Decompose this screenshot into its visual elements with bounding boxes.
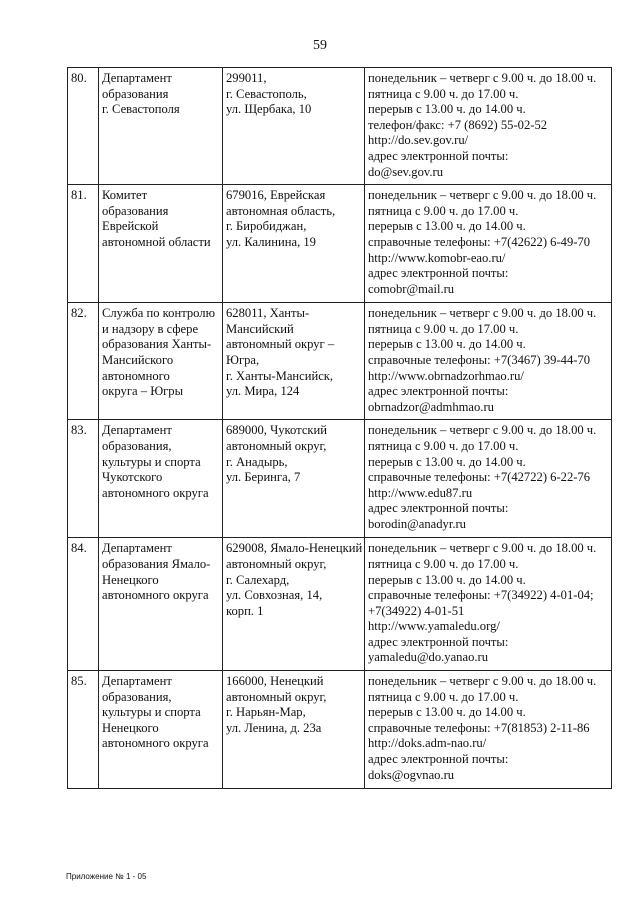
organization-name-line: Департамент: [102, 71, 172, 85]
organization-contacts-line: пятница с 9.00 ч. до 17.00 ч.: [368, 86, 519, 101]
organization-contacts-line: понедельник – четверг с 9.00 ч. до 18.00 ч.: [368, 674, 597, 689]
row-number: 85.: [68, 671, 99, 789]
organization-name-line: автономного округа: [102, 485, 209, 500]
organization-address-line: ул. Щербака, 10: [226, 102, 312, 117]
organization-contacts-line: http://doks.adm-nao.ru/: [368, 736, 487, 751]
organization-contacts-line: справочные телефоны: +7(42722) 6-22-76: [368, 470, 591, 485]
organization-name-line: Комитет: [102, 188, 148, 203]
organization-contacts-line: справочные телефоны: +7(34922) 4-01-04;: [368, 588, 594, 603]
organization-contacts: [365, 538, 612, 671]
organization-contacts-line: пятница с 9.00 ч. до 17.00 ч.: [368, 556, 519, 571]
table-row: [68, 671, 612, 789]
organization-contacts-line: перерыв с 13.00 ч. до 14.00 ч.: [368, 454, 526, 469]
organization-contacts-line: пятница с 9.00 ч. до 17.00 ч.: [368, 203, 519, 218]
organization-address-line: г. Ханты-Мансийск,: [226, 368, 334, 383]
organization-address-line: ул. Беринга, 7: [226, 470, 301, 485]
organization-name: [99, 420, 223, 538]
organization-name-line: образования: [102, 203, 169, 218]
organization-contacts-line: borodin@anadyr.ru: [368, 516, 466, 531]
organization-contacts: [365, 185, 612, 303]
organization-contacts-line: comobr@mail.ru: [368, 281, 455, 296]
organization-address-line: автономный округ –: [226, 337, 335, 352]
row-number: 80.: [68, 68, 99, 185]
organization-contacts-line: перерыв с 13.00 ч. до 14.00 ч.: [368, 102, 526, 117]
organization-address-line: 299011,: [226, 71, 267, 85]
organization-address-line: Югра,: [226, 352, 260, 367]
organization-contacts: [365, 420, 612, 538]
organization-contacts-line: obrnadzor@admhmao.ru: [368, 399, 494, 414]
table-row: [68, 303, 612, 420]
organization-address-line: г. Биробиджан,: [226, 219, 307, 234]
organization-address-line: ул. Мира, 124: [226, 384, 300, 399]
organization-name-line: Ненецкого: [102, 572, 159, 587]
organization-name-line: культуры и спорта: [102, 705, 201, 720]
organization-name-line: и надзору в сфере: [102, 321, 199, 336]
organization-contacts-line: адрес электронной почты:: [368, 752, 509, 767]
organization-address-line: автономный округ,: [226, 689, 327, 704]
organization-contacts-line: адрес электронной почты:: [368, 148, 509, 163]
organization-address-line: ул. Калинина, 19: [226, 234, 316, 249]
organization-name-line: автономного округа: [102, 736, 209, 751]
organization-contacts-line: +7(34922) 4-01-51: [368, 603, 465, 618]
organization-address-line: Мансийский: [226, 321, 294, 336]
organization-name-line: Мансийского: [102, 352, 174, 367]
table-row: [68, 420, 612, 538]
organization-address-line: г. Салехард,: [226, 572, 290, 587]
organization-name-line: автономного округа: [102, 588, 209, 603]
organization-contacts-line: адрес электронной почты:: [368, 384, 509, 399]
organization-contacts-line: перерыв с 13.00 ч. до 14.00 ч.: [368, 572, 526, 587]
organization-name-line: Чукотского: [102, 470, 163, 485]
organization-address-line: ул. Совхозная, 14,: [226, 588, 323, 603]
organization-address-line: г. Анадырь,: [226, 454, 288, 469]
organization-address: [223, 671, 365, 789]
organization-name-line: Ненецкого: [102, 720, 159, 735]
organization-contacts-line: адрес электронной почты:: [368, 501, 509, 516]
organization-contacts-line: doks@ogvnao.ru: [368, 767, 455, 782]
organization-address-line: 166000, Ненецкий: [226, 674, 324, 689]
organization-name: [99, 68, 223, 185]
organization-contacts-line: http://www.yamaledu.org/: [368, 619, 500, 634]
organization-name-line: культуры и спорта: [102, 454, 201, 469]
organization-address-line: автономная область,: [226, 203, 336, 218]
organization-name-line: Департамент: [102, 423, 172, 438]
table-row: [68, 185, 612, 303]
organization-name: [99, 303, 223, 420]
organization-contacts-line: http://do.sev.gov.ru/: [368, 133, 469, 148]
organization-address-line: 689000, Чукотский: [226, 423, 328, 438]
organization-contacts-line: перерыв с 13.00 ч. до 14.00 ч.: [368, 705, 526, 720]
organization-contacts: [365, 303, 612, 420]
table-row: [68, 68, 612, 185]
organization-address: [223, 538, 365, 671]
organization-name-line: автономной области: [102, 234, 211, 249]
registry-table: [67, 67, 612, 789]
organization-name-line: образования Ямало-: [102, 556, 211, 571]
organization-contacts-line: перерыв с 13.00 ч. до 14.00 ч.: [368, 337, 526, 352]
organization-contacts-line: понедельник – четверг с 9.00 ч. до 18.00 ч.: [368, 71, 597, 85]
organization-name-line: образования,: [102, 689, 172, 704]
organization-name-line: образования,: [102, 438, 172, 453]
organization-address-line: 679016, Еврейская: [226, 188, 326, 203]
organization-address: [223, 303, 365, 420]
organization-address-line: автономный округ,: [226, 556, 327, 571]
footer-annotation: Приложение № 1 - 05: [66, 872, 147, 881]
organization-address: [223, 185, 365, 303]
row-number: 81.: [68, 185, 99, 303]
organization-contacts-line: справочные телефоны: +7(42622) 6-49-70: [368, 234, 591, 249]
organization-name-line: Департамент: [102, 674, 172, 689]
table-row: [68, 538, 612, 671]
organization-name-line: г. Севастополя: [102, 102, 180, 117]
organization-contacts-line: понедельник – четверг с 9.00 ч. до 18.00 ч.: [368, 188, 597, 203]
organization-name-line: образования Ханты-: [102, 337, 212, 352]
organization-name-line: Департамент: [102, 541, 172, 556]
organization-name: [99, 671, 223, 789]
organization-address-line: корп. 1: [226, 603, 264, 618]
organization-contacts-line: понедельник – четверг с 9.00 ч. до 18.00 ч.: [368, 306, 597, 321]
organization-contacts-line: http://www.edu87.ru: [368, 485, 473, 500]
organization-contacts-line: пятница с 9.00 ч. до 17.00 ч.: [368, 321, 519, 336]
row-number: 82.: [68, 303, 99, 420]
organization-contacts-line: пятница с 9.00 ч. до 17.00 ч.: [368, 438, 519, 453]
organization-address-line: г. Севастополь,: [226, 86, 307, 101]
organization-address-line: 629008, Ямало-Ненецкий: [226, 541, 363, 556]
organization-contacts-line: понедельник – четверг с 9.00 ч. до 18.00 ч.: [368, 541, 597, 556]
organization-name-line: Еврейской: [102, 219, 159, 234]
organization-contacts-line: понедельник – четверг с 9.00 ч. до 18.00 ч.: [368, 423, 597, 438]
organization-address-line: ул. Ленина, д. 23а: [226, 720, 322, 735]
page-number: 59: [313, 38, 327, 53]
organization-contacts-line: справочные телефоны: +7(3467) 39-44-70: [368, 352, 591, 367]
organization-contacts-line: адрес электронной почты:: [368, 266, 509, 281]
organization-contacts-line: перерыв с 13.00 ч. до 14.00 ч.: [368, 219, 526, 234]
organization-name-line: округа – Югры: [102, 384, 184, 399]
organization-contacts: [365, 671, 612, 789]
organization-address: [223, 420, 365, 538]
organization-contacts-line: справочные телефоны: +7(81853) 2-11-86: [368, 720, 590, 735]
organization-contacts-line: yamaledu@do.yanao.ru: [368, 650, 489, 665]
row-number: 84.: [68, 538, 99, 671]
organization-address: [223, 68, 365, 185]
organization-contacts-line: do@sev.gov.ru: [368, 164, 444, 179]
organization-name-line: автономного: [102, 368, 170, 383]
organization-contacts-line: http://www.obrnadzorhmao.ru/: [368, 368, 524, 383]
organization-address-line: 628011, Ханты-: [226, 306, 310, 321]
row-number: 83.: [68, 420, 99, 538]
organization-address-line: автономный округ,: [226, 438, 327, 453]
organization-contacts-line: телефон/факс: +7 (8692) 55-02-52: [368, 117, 548, 132]
organization-name-line: Служба по контролю: [102, 306, 215, 321]
organization-name: [99, 538, 223, 671]
organization-contacts-line: http://www.komobr-eao.ru/: [368, 250, 506, 265]
organization-contacts: [365, 68, 612, 185]
organization-contacts-line: пятница с 9.00 ч. до 17.00 ч.: [368, 689, 519, 704]
organization-contacts-line: адрес электронной почты:: [368, 634, 509, 649]
organization-address-line: г. Нарьян-Мар,: [226, 705, 306, 720]
organization-name-line: образования: [102, 86, 169, 101]
registry-table-body: [68, 68, 612, 789]
organization-name: [99, 185, 223, 303]
